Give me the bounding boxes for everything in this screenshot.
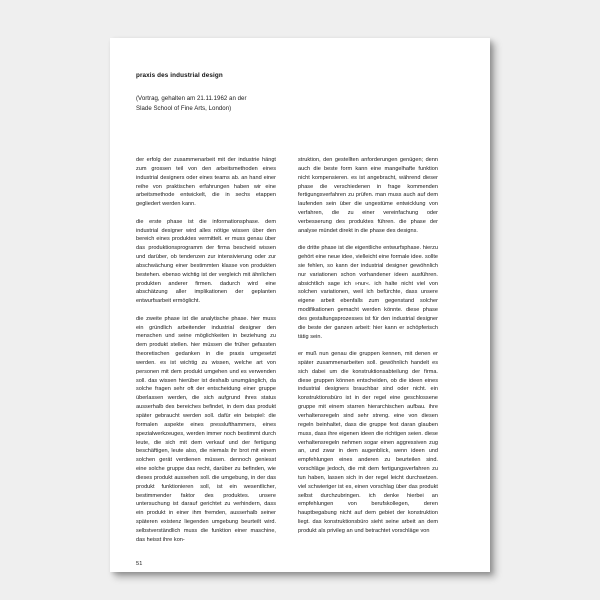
paragraph: die erste phase ist die informationsphase. dem industrial designer wird alles nötige wissen über den bereich eines produktes vermittelt. er muss genau über das produktionsprogramm der firma bescheid wissen und darüber, ob tendenzen zur intensivierung oder zur abschwächung einer bestimmten klasse von produkten bestehen. ebenso wichtig ist der vergleich mit ähnlichen produkten anderer firmen. dadurch wird eine abschätzung aller implikationen der geplanten entwurfsarbeit ermöglicht. [136, 218, 276, 305]
paragraph: die dritte phase ist die eigentliche entwurfsphase. hierzu gehört eine neue idee, vielleicht eine formale idee. sollte sie fehlen, so kann der industrial designer gewöhnlich nur variationen schon vorhandener ideen ausführen. absichtlich sage ich »nur«. ich halte nicht viel von solchen variationen, weil ich befürchte, dass unsere eigene arbeit ebenfalls zum gegenstand solcher modifikationen gemacht werden könnte. diese phase des gestaltungsprozesses ist für den industrial designer die beste der ganzen arbeit: hier kann er schöpferisch tätig sein. [298, 245, 439, 340]
column-left [136, 156, 276, 567]
page-title: praxis des industrial design [136, 72, 223, 79]
paragraph: er muß nun genau die gruppen kennen, mit denen er später zusammenarbeiten soll. gewöhnlich handelt es sich dabei um die konstruktionsabteilung der firma. diese gruppen können entscheiden, ob die ideen eines industrial designers brauchbar sind oder nicht. ein konstruktionsbüro ist in der regel eine geschlossene gruppe mit einem starren hierarchischen aufbau. ihre verhaltensregeln sind sehr streng. eine von diesen regeln beinhaltet, dass die gruppe fest daran glauben muss, dass ihre eigenen ideen die richtigen seien. diese verhaltensregeln nehmen sogar einen aggressiven zug an, und zwar in dem augenblick, wenn ideen und empfehlungen eines anderen zu beurteilen sind. vorschläge jedoch, die mit dem fertigungsverfahren zu tun haben, lassen sich in der regel leicht durchsetzen. viel schwieriger ist es, einen vorschlag über das produkt selbst durchzubringen. ich denke hierbei an empfehlungen von berufskollegen, deren hauptbegabung nicht auf dem gebiet der konstruktion liegt. das konstruktionsbüro sieht seine arbeit an dem produkt als privileg an und betrachtet vorschläge von [298, 351, 438, 534]
subtitle-line-1: (Vortrag, gehalten am 21.11.1962 an der [136, 95, 247, 103]
subtitle-line-2: Slade School of Fine Arts, London) [136, 105, 232, 113]
page-number: 51 [136, 560, 143, 567]
document-page [110, 38, 490, 572]
text-columns [136, 156, 472, 567]
document-subtitle [136, 94, 386, 114]
page-content-area [136, 38, 472, 572]
paragraph: die zweite phase ist die analytische phase. hier muss ein gründlich arbeitender industrial designer den menschen und seine möglichkeiten in beziehung zu dem produkt stellen. hier müssen die früher gefassten theoretischen gedanken in die praxis umgesetzt werden. es ist wichtig zu wissen, welche art von personen mit dem produkt umgehen und es verwenden soll. das wissen hierüber ist deshalb unumgänglich, da solche fragen sehr oft der entscheidung einer gruppe überlassen werden, die sich aufgrund ihres status ausserhalb des bereiches befindet, in dem das produkt später gebraucht werden soll. dafür ein beispiel: die formalen aspekte eines presslufthammers, eines spezialwerkzeuges, werden immer noch bestimmt durch leute, die sich mit dem verkauf und der fertigung beschäftigen, leute also, die niemals ihr brot mit einem solchen gerät verdienen müssen. dennoch geniesst eine solche gruppe das recht, darüber zu befinden, wie dieses produkt aussehen soll. die umgebung, in der das produkt funktionieren soll, ist ein wesentlicher, bestimmender faktor des produktes. unsere untersuchung ist darauf gerichtet zu verhindern, dass ein produkt in einer ihm fremden, ausserhalb seiner späteren existenz liegenden umgebung beurteilt wird. selbstverständlich muss die funktion einer maschine, das heisst ihre kon- [136, 315, 276, 543]
column-right [298, 156, 438, 567]
paragraph: struktion, den gestellten anforderungen genügen; denn auch die beste form kann eine mangelhafte funktion nicht kompensieren. es ist angebracht, während dieser phase die verschiedenen in frage kommenden fertigungsverfahren zu prüfen. man muss auch auf dem laufenden sein über die ungestüme entwicklung von verfahren, die zu einer vereinfachung oder verbesserung des produktes führen. die phase der analyse mündet direkt in die phase des designs. [298, 157, 438, 234]
document-header [136, 72, 386, 114]
paragraph: der erfolg der zusammenarbeit mit der industrie hängt zum grossen teil von den arbeitsmethoden eines industrial designers oder eines teams ab. an hand einer reihe von praktischen erfahrungen haben wir eine arbeitsmethode entwickelt, die in sechs etappen gegliedert werden kann. [136, 157, 276, 208]
